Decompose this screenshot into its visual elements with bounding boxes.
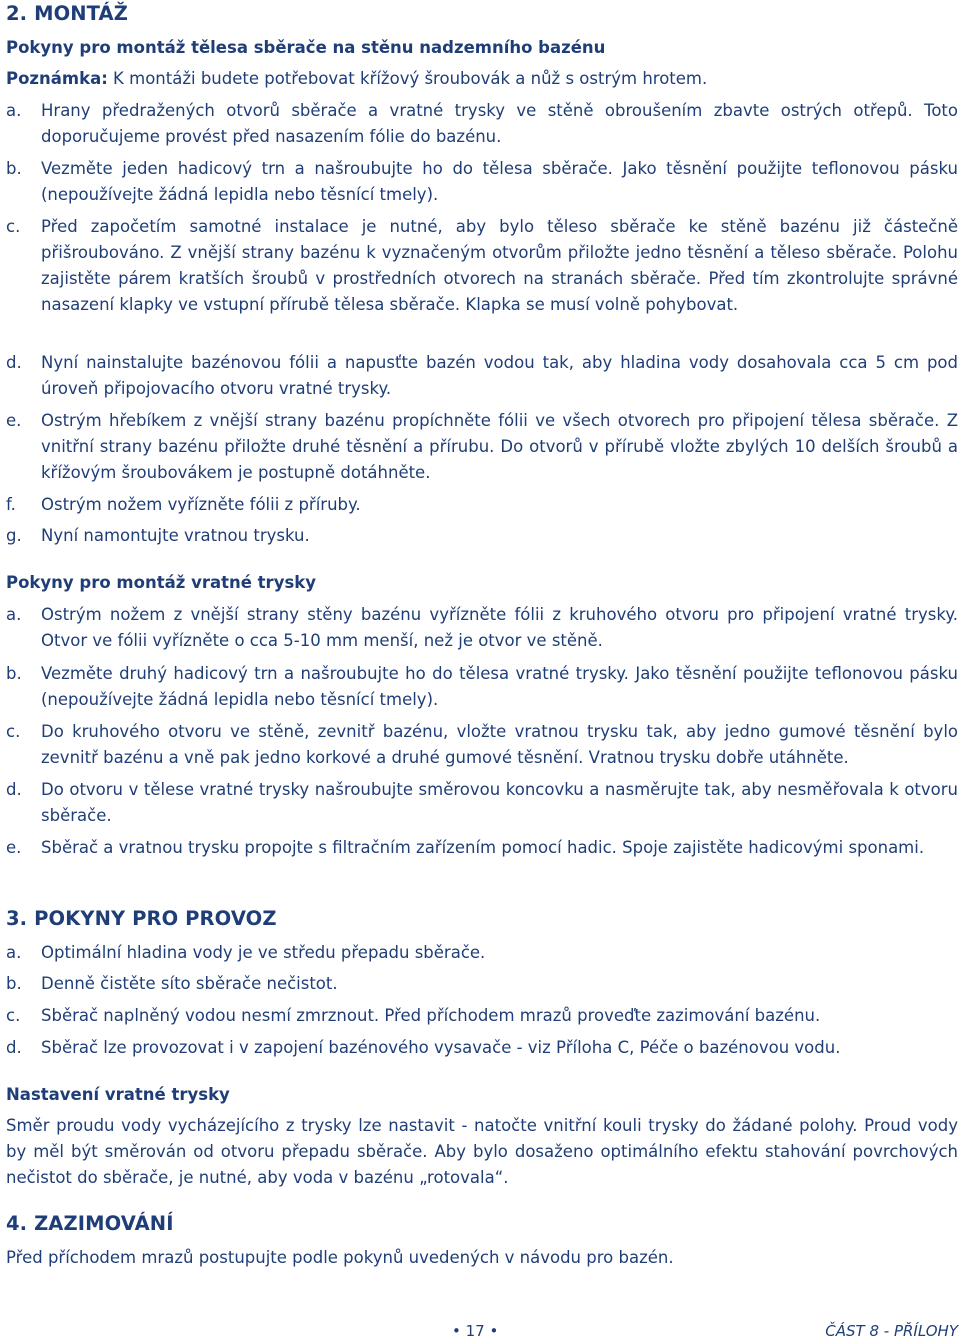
step-marker: e.	[6, 838, 22, 857]
installation-note	[6, 69, 707, 88]
step-text: Vezměte jeden hadicový trn a našroubujte ho do tělesa sběrače. Jako těsnění použijte teflonovou pásku (nepoužívejte žádná lepidla nebo těsnící tmely).	[41, 159, 958, 204]
page-number	[452, 1322, 498, 1340]
step-marker: a.	[6, 605, 22, 624]
nozzle-step-a	[6, 602, 958, 654]
operation-step-a	[6, 940, 958, 966]
page-number-value: 17	[465, 1322, 485, 1340]
step-text: Vezměte druhý hadicový trn a našroubujte ho do tělesa vratné trysky. Jako těsnění použijte teflonovou pásku (nepoužívejte žádná lepidla nebo těsnící tmely).	[41, 664, 958, 709]
bullet-left: •	[452, 1322, 461, 1340]
skimmer-step-e	[6, 408, 958, 486]
step-text: Sběrač naplněný vodou nesmí zmrznout. Před příchodem mrazů proveďte zazimování bazénu.	[41, 1006, 821, 1025]
step-marker: b.	[6, 159, 22, 178]
skimmer-step-f	[6, 492, 958, 518]
nozzle-step-b	[6, 661, 958, 713]
step-marker: c.	[6, 722, 21, 741]
step-marker: d.	[6, 1038, 22, 1057]
section-title-zazimovani: 4. ZAZIMOVÁNÍ	[6, 1212, 174, 1235]
nozzle-step-e	[6, 835, 958, 861]
heading-skimmer-installation: Pokyny pro montáž tělesa sběrače na stěnu nadzemního bazénu	[6, 38, 606, 57]
winterization-text: Před příchodem mrazů postupujte podle pokynů uvedených v návodu pro bazén.	[6, 1248, 674, 1267]
nozzle-step-d	[6, 777, 958, 829]
step-marker: d.	[6, 353, 22, 372]
note-text: K montáži budete potřebovat křížový šroubovák a nůž s ostrým hrotem.	[107, 69, 708, 88]
nozzle-setting-text: Směr proudu vody vycházejícího z trysky lze nastavit - natočte vnitřní kouli trysky do žádané polohy. Proud vody by měl být směrován od otvoru přepadu sběrače. Aby bylo dosaženo optimálního efektu stahování povrchových nečistot do sběrače, je nutné, aby voda v bazénu „rotovala“.	[6, 1116, 958, 1187]
step-marker: a.	[6, 101, 22, 120]
note-label: Poznámka:	[6, 69, 108, 88]
step-marker: d.	[6, 780, 22, 799]
skimmer-step-c	[6, 214, 958, 318]
step-marker: b.	[6, 974, 22, 993]
step-marker: c.	[6, 217, 21, 236]
step-text: Optimální hladina vody je ve středu přepadu sběrače.	[41, 943, 486, 962]
step-marker: c.	[6, 1006, 21, 1025]
step-marker: g.	[6, 526, 22, 545]
step-text: Do otvoru v tělese vratné trysky našroubujte směrovou koncovku a nasměrujte tak, aby nesměřovala k otvoru sběrače.	[41, 780, 958, 825]
heading-nozzle-installation: Pokyny pro montáž vratné trysky	[6, 573, 317, 592]
step-text: Hrany předražených otvorů sběrače a vratné trysky ve stěně obroušením zbavte ostrých otřepů. Toto doporučujeme provést před nasazením fólie do bazénu.	[41, 101, 958, 146]
step-text: Ostrým nožem z vnější strany stěny bazénu vyřízněte fólii z kruhového otvoru pro připojení vratné trysky. Otvor ve fólii vyřízněte o cca 5-10 mm menší, než je otvor ve stěně.	[41, 605, 958, 650]
nozzle-step-c	[6, 719, 958, 771]
step-marker: b.	[6, 664, 22, 683]
step-text: Nyní nainstalujte bazénovou fólii a napusťte bazén vodou tak, aby hladina vody dosahovala cca 5 cm pod úroveň připojovacího otvoru vratné trysky.	[41, 353, 958, 398]
step-marker: f.	[6, 495, 16, 514]
step-text: Před započetím samotné instalace je nutné, aby bylo těleso sběrače ke stěně bazénu již částečně přišroubováno. Z vnější strany bazénu k vyznačeným otvorům přiložte jedno těsnění a těleso sběrače. Polohu zajistěte párem kratších šroubů v prostředních otvorech na stranách sběrače. Před tím zkontrolujte správné nasazení klapky ve vstupní přírubě tělesa sběrače. Klapka se musí volně pohybovat.	[41, 217, 958, 314]
step-marker: a.	[6, 943, 22, 962]
step-text: Denně čistěte síto sběrače nečistot.	[41, 974, 338, 993]
step-text: Sběrač lze provozovat i v zapojení bazénového vysavače - viz Příloha C, Péče o bazénovou vodu.	[41, 1038, 841, 1057]
bullet-right: •	[489, 1322, 499, 1340]
step-text: Nyní namontujte vratnou trysku.	[41, 526, 310, 545]
operation-step-c	[6, 1003, 958, 1029]
step-text: Ostrým nožem vyřízněte fólii z příruby.	[41, 495, 361, 514]
step-marker: e.	[6, 411, 22, 430]
section-title-montaz: 2. MONTÁŽ	[6, 2, 128, 25]
step-text: Do kruhového otvoru ve stěně, zevnitř bazénu, vložte vratnou trysku tak, aby jedno gumové těsnění bylo zevnitř bazénu a vně pak jedno korkové a druhé gumové těsnění. Vratnou trysku dobře utáhněte.	[41, 722, 958, 767]
footer-section-label: ČÁST 8 - PŘÍLOHY	[825, 1322, 958, 1340]
operation-step-d	[6, 1035, 958, 1061]
step-text: Ostrým hřebíkem z vnější strany bazénu propíchněte fólii ve všech otvorech pro připojení tělesa sběrače. Z vnitřní strany bazénu přiložte druhé těsnění a přírubu. Do otvorů v přírubě vložte zbylých 10 delších šroubů a křížovým šroubovákem je postupně dotáhněte.	[41, 411, 958, 482]
skimmer-step-b	[6, 156, 958, 208]
skimmer-step-a	[6, 98, 958, 150]
section-title-provoz: 3. POKYNY PRO PROVOZ	[6, 907, 277, 930]
step-text: Sběrač a vratnou trysku propojte s filtračním zařízením pomocí hadic. Spoje zajistěte hadicovými sponami.	[41, 838, 925, 857]
skimmer-step-d	[6, 350, 958, 402]
skimmer-step-g	[6, 523, 958, 549]
heading-nozzle-setting: Nastavení vratné trysky	[6, 1085, 230, 1104]
operation-step-b	[6, 971, 958, 997]
